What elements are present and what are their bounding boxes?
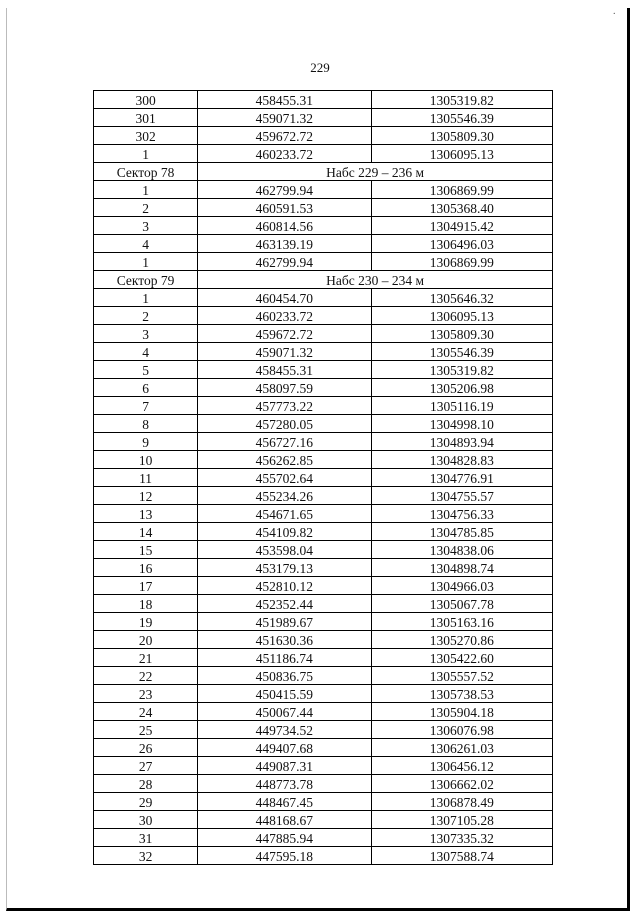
sector-label: Сектор 79 <box>94 271 198 289</box>
table-row <box>94 343 553 361</box>
x-coordinate-cell: 448773.78 <box>198 775 371 793</box>
x-coordinate-cell: 450836.75 <box>198 667 371 685</box>
table-row <box>94 109 553 127</box>
sector-height-range: Набс 229 – 236 м <box>198 163 553 181</box>
y-coordinate-cell: 1304915.42 <box>371 217 552 235</box>
y-coordinate-cell: 1306456.12 <box>371 757 552 775</box>
x-coordinate-cell: 457773.22 <box>198 397 371 415</box>
point-number-cell: 5 <box>94 361 198 379</box>
sector-label: Сектор 78 <box>94 163 198 181</box>
x-coordinate-cell: 460233.72 <box>198 145 371 163</box>
y-coordinate-cell: 1305270.86 <box>371 631 552 649</box>
x-coordinate-cell: 458455.31 <box>198 91 371 109</box>
table-row <box>94 739 553 757</box>
table-row <box>94 793 553 811</box>
point-number-cell: 6 <box>94 379 198 397</box>
y-coordinate-cell: 1304893.94 <box>371 433 552 451</box>
point-number-cell: 19 <box>94 613 198 631</box>
point-number-cell: 12 <box>94 487 198 505</box>
x-coordinate-cell: 460454.70 <box>198 289 371 307</box>
x-coordinate-cell: 455702.64 <box>198 469 371 487</box>
y-coordinate-cell: 1306496.03 <box>371 235 552 253</box>
point-number-cell: 18 <box>94 595 198 613</box>
point-number-cell: 1 <box>94 145 198 163</box>
coordinates-table-body <box>94 91 553 865</box>
x-coordinate-cell: 449407.68 <box>198 739 371 757</box>
point-number-cell: 25 <box>94 721 198 739</box>
table-row <box>94 253 553 271</box>
point-number-cell: 31 <box>94 829 198 847</box>
y-coordinate-cell: 1305067.78 <box>371 595 552 613</box>
table-row <box>94 433 553 451</box>
table-row <box>94 505 553 523</box>
point-number-cell: 32 <box>94 847 198 865</box>
x-coordinate-cell: 463139.19 <box>198 235 371 253</box>
point-number-cell: 20 <box>94 631 198 649</box>
x-coordinate-cell: 448168.67 <box>198 811 371 829</box>
x-coordinate-cell: 454671.65 <box>198 505 371 523</box>
x-coordinate-cell: 455234.26 <box>198 487 371 505</box>
y-coordinate-cell: 1306095.13 <box>371 307 552 325</box>
y-coordinate-cell: 1305646.32 <box>371 289 552 307</box>
y-coordinate-cell: 1307588.74 <box>371 847 552 865</box>
point-number-cell: 24 <box>94 703 198 721</box>
point-number-cell: 9 <box>94 433 198 451</box>
table-row <box>94 487 553 505</box>
x-coordinate-cell: 456727.16 <box>198 433 371 451</box>
y-coordinate-cell: 1305422.60 <box>371 649 552 667</box>
y-coordinate-cell: 1305319.82 <box>371 361 552 379</box>
table-row <box>94 217 553 235</box>
x-coordinate-cell: 453598.04 <box>198 541 371 559</box>
y-coordinate-cell: 1307335.32 <box>371 829 552 847</box>
y-coordinate-cell: 1304838.06 <box>371 541 552 559</box>
table-row <box>94 397 553 415</box>
table-row <box>94 613 553 631</box>
y-coordinate-cell: 1306076.98 <box>371 721 552 739</box>
point-number-cell: 1 <box>94 181 198 199</box>
x-coordinate-cell: 451630.36 <box>198 631 371 649</box>
x-coordinate-cell: 459071.32 <box>198 343 371 361</box>
point-number-cell: 17 <box>94 577 198 595</box>
point-number-cell: 302 <box>94 127 198 145</box>
point-number-cell: 22 <box>94 667 198 685</box>
point-number-cell: 1 <box>94 289 198 307</box>
y-coordinate-cell: 1304828.83 <box>371 451 552 469</box>
page-number: 229 <box>310 60 330 75</box>
table-row <box>94 649 553 667</box>
point-number-cell: 29 <box>94 793 198 811</box>
x-coordinate-cell: 458455.31 <box>198 361 371 379</box>
x-coordinate-cell: 450067.44 <box>198 703 371 721</box>
point-number-cell: 16 <box>94 559 198 577</box>
y-coordinate-cell: 1305116.19 <box>371 397 552 415</box>
table-row <box>94 379 553 397</box>
point-number-cell: 2 <box>94 307 198 325</box>
point-number-cell: 3 <box>94 325 198 343</box>
y-coordinate-cell: 1305904.18 <box>371 703 552 721</box>
y-coordinate-cell: 1304898.74 <box>371 559 552 577</box>
table-row <box>94 235 553 253</box>
y-coordinate-cell: 1304998.10 <box>371 415 552 433</box>
point-number-cell: 8 <box>94 415 198 433</box>
y-coordinate-cell: 1305368.40 <box>371 199 552 217</box>
x-coordinate-cell: 459672.72 <box>198 325 371 343</box>
point-number-cell: 28 <box>94 775 198 793</box>
point-number-cell: 15 <box>94 541 198 559</box>
x-coordinate-cell: 462799.94 <box>198 181 371 199</box>
table-row <box>94 577 553 595</box>
x-coordinate-cell: 448467.45 <box>198 793 371 811</box>
point-number-cell: 13 <box>94 505 198 523</box>
x-coordinate-cell: 449087.31 <box>198 757 371 775</box>
table-row <box>94 181 553 199</box>
x-coordinate-cell: 460233.72 <box>198 307 371 325</box>
table-row <box>94 415 553 433</box>
x-coordinate-cell: 459672.72 <box>198 127 371 145</box>
x-coordinate-cell: 460591.53 <box>198 199 371 217</box>
x-coordinate-cell: 458097.59 <box>198 379 371 397</box>
x-coordinate-cell: 460814.56 <box>198 217 371 235</box>
point-number-cell: 3 <box>94 217 198 235</box>
y-coordinate-cell: 1304756.33 <box>371 505 552 523</box>
sector-header-row <box>94 163 553 181</box>
y-coordinate-cell: 1306662.02 <box>371 775 552 793</box>
point-number-cell: 300 <box>94 91 198 109</box>
point-number-cell: 27 <box>94 757 198 775</box>
y-coordinate-cell: 1306869.99 <box>371 253 552 271</box>
sector-header-row <box>94 271 553 289</box>
table-row <box>94 703 553 721</box>
coordinates-table <box>93 90 553 865</box>
table-row <box>94 829 553 847</box>
table-row <box>94 775 553 793</box>
x-coordinate-cell: 449734.52 <box>198 721 371 739</box>
table-row <box>94 631 553 649</box>
point-number-cell: 26 <box>94 739 198 757</box>
x-coordinate-cell: 452810.12 <box>198 577 371 595</box>
table-row <box>94 127 553 145</box>
table-row <box>94 451 553 469</box>
table-row <box>94 523 553 541</box>
x-coordinate-cell: 451989.67 <box>198 613 371 631</box>
x-coordinate-cell: 457280.05 <box>198 415 371 433</box>
point-number-cell: 4 <box>94 235 198 253</box>
point-number-cell: 14 <box>94 523 198 541</box>
x-coordinate-cell: 451186.74 <box>198 649 371 667</box>
y-coordinate-cell: 1307105.28 <box>371 811 552 829</box>
table-row <box>94 307 553 325</box>
table-row <box>94 469 553 487</box>
point-number-cell: 23 <box>94 685 198 703</box>
x-coordinate-cell: 453179.13 <box>198 559 371 577</box>
table-row <box>94 325 553 343</box>
x-coordinate-cell: 452352.44 <box>198 595 371 613</box>
y-coordinate-cell: 1305546.39 <box>371 343 552 361</box>
point-number-cell: 11 <box>94 469 198 487</box>
sector-height-range: Набс 230 – 234 м <box>198 271 553 289</box>
table-row <box>94 361 553 379</box>
table-row <box>94 199 553 217</box>
point-number-cell: 2 <box>94 199 198 217</box>
table-row <box>94 595 553 613</box>
point-number-cell: 4 <box>94 343 198 361</box>
x-coordinate-cell: 462799.94 <box>198 253 371 271</box>
table-row <box>94 757 553 775</box>
y-coordinate-cell: 1305557.52 <box>371 667 552 685</box>
y-coordinate-cell: 1305319.82 <box>371 91 552 109</box>
table-row <box>94 559 553 577</box>
y-coordinate-cell: 1306869.99 <box>371 181 552 199</box>
point-number-cell: 10 <box>94 451 198 469</box>
point-number-cell: 301 <box>94 109 198 127</box>
point-number-cell: 30 <box>94 811 198 829</box>
table-row <box>94 541 553 559</box>
y-coordinate-cell: 1305809.30 <box>371 325 552 343</box>
y-coordinate-cell: 1304966.03 <box>371 577 552 595</box>
point-number-cell: 21 <box>94 649 198 667</box>
y-coordinate-cell: 1305546.39 <box>371 109 552 127</box>
point-number-cell: 1 <box>94 253 198 271</box>
y-coordinate-cell: 1304755.57 <box>371 487 552 505</box>
x-coordinate-cell: 447885.94 <box>198 829 371 847</box>
y-coordinate-cell: 1305163.16 <box>371 613 552 631</box>
y-coordinate-cell: 1306261.03 <box>371 739 552 757</box>
y-coordinate-cell: 1306878.49 <box>371 793 552 811</box>
x-coordinate-cell: 450415.59 <box>198 685 371 703</box>
table-row <box>94 847 553 865</box>
y-coordinate-cell: 1305809.30 <box>371 127 552 145</box>
point-number-cell: 7 <box>94 397 198 415</box>
table-row <box>94 721 553 739</box>
x-coordinate-cell: 447595.18 <box>198 847 371 865</box>
y-coordinate-cell: 1305738.53 <box>371 685 552 703</box>
table-row <box>94 289 553 307</box>
y-coordinate-cell: 1305206.98 <box>371 379 552 397</box>
y-coordinate-cell: 1304785.85 <box>371 523 552 541</box>
y-coordinate-cell: 1304776.91 <box>371 469 552 487</box>
x-coordinate-cell: 456262.85 <box>198 451 371 469</box>
table-row <box>94 811 553 829</box>
table-row <box>94 685 553 703</box>
corner-mark: . <box>613 6 616 17</box>
x-coordinate-cell: 454109.82 <box>198 523 371 541</box>
table-row <box>94 667 553 685</box>
y-coordinate-cell: 1306095.13 <box>371 145 552 163</box>
x-coordinate-cell: 459071.32 <box>198 109 371 127</box>
table-row <box>94 145 553 163</box>
table-row <box>94 91 553 109</box>
